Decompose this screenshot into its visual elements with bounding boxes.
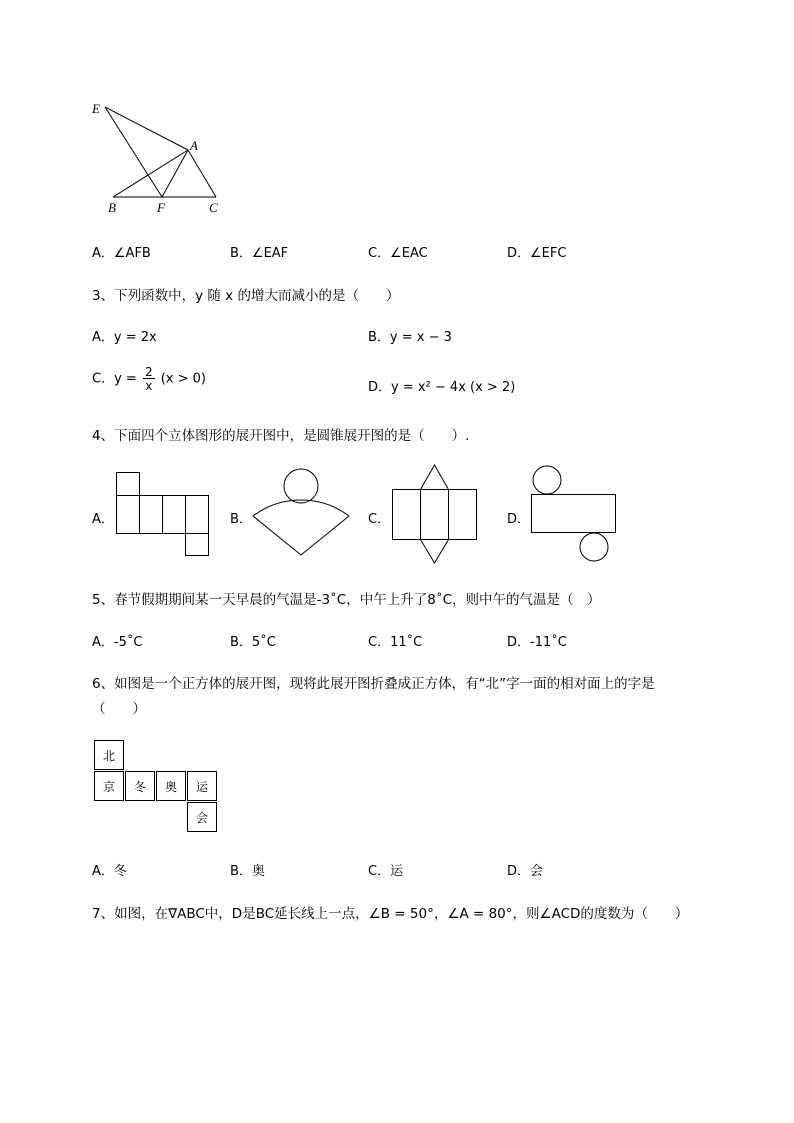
q3-option-c-numerator: 2: [144, 365, 153, 379]
label-C: C: [209, 200, 218, 215]
label-B: B: [108, 200, 116, 215]
q4-option-d-label[interactable]: D．: [507, 512, 531, 527]
q4-net-d-cylinder: [528, 462, 620, 566]
segment-EA: [105, 107, 188, 150]
q6-option-d[interactable]: D．会: [507, 864, 544, 879]
cube-face-hui: 会: [187, 802, 217, 832]
q2-option-b[interactable]: B．∠EAF: [230, 246, 289, 261]
q3-option-c-suffix: (x > 0): [160, 371, 206, 387]
q5-option-d[interactable]: D．-11˚C: [507, 635, 567, 650]
q3-option-c-prefix: C．y =: [92, 371, 137, 387]
q3-option-c[interactable]: [92, 366, 206, 392]
label-E: E: [92, 101, 100, 116]
q2-option-d[interactable]: D．∠EFC: [507, 246, 567, 261]
q6-stem-line2: （ ）: [92, 701, 146, 717]
segment-AF: [162, 150, 188, 197]
q4-net-c-prism: [390, 462, 480, 566]
q6-option-c[interactable]: C．运: [368, 864, 404, 879]
cube-net-q6: [94, 740, 218, 834]
cube-face-ao: 奥: [156, 771, 186, 801]
q3-option-a[interactable]: A．y = 2x: [92, 330, 157, 345]
q4-stem: 4、下面四个立体图形的展开图中，是圆锥展开图的是（ ）.: [92, 428, 470, 444]
label-A: A: [190, 138, 198, 153]
q3-option-c-denominator: x: [145, 379, 153, 393]
q7-stem: 7、如图，在∇ABC中，D是BC延长线上一点，∠B = 50°，∠A = 80°，则∠ACD的度数为（ ）: [92, 906, 689, 922]
q6-option-b[interactable]: B．奥: [230, 864, 265, 879]
q3-option-d[interactable]: D．y = x² − 4x (x > 2): [368, 380, 516, 395]
segment-AB: [113, 150, 188, 197]
cube-face-yun: 运: [187, 771, 217, 801]
triangle-figure-q2: [88, 95, 228, 220]
q4-option-c-label[interactable]: C．: [368, 512, 391, 527]
segment-AC: [188, 150, 216, 197]
cube-face-dong: 冬: [125, 771, 155, 801]
q4-net-b-cone: [250, 464, 354, 562]
label-F: F: [157, 200, 165, 215]
q4-option-b-label[interactable]: B．: [230, 512, 252, 527]
q4-net-a-cuboid: [112, 468, 216, 560]
q3-stem: 3、下列函数中，y 随 x 的增大而减小的是（ ）: [92, 288, 400, 304]
q5-stem: 5、春节假期期间某一天早晨的气温是-3˚C，中午上升了8˚C，则中午的气温是（ ）: [92, 592, 601, 608]
q5-option-c[interactable]: C．11˚C: [368, 635, 423, 650]
q3-option-c-fraction: [143, 366, 155, 392]
q2-option-c[interactable]: C．∠EAC: [368, 246, 428, 261]
q4-option-a-label[interactable]: A．: [92, 512, 114, 527]
q6-stem-line1: 6、如图是一个正方体的展开图，现将此展开图折叠成正方体，有“北”字一面的相对面上的字是: [92, 676, 655, 692]
q2-option-a[interactable]: A．∠AFB: [92, 246, 151, 261]
q5-option-b[interactable]: B．5˚C: [230, 635, 276, 650]
cube-face-jing: 京: [94, 771, 124, 801]
cube-face-bei: 北: [94, 740, 124, 770]
q6-option-a[interactable]: A．冬: [92, 864, 127, 879]
q5-option-a[interactable]: A．-5˚C: [92, 635, 143, 650]
segment-EF: [105, 107, 162, 197]
q3-option-b[interactable]: B．y = x − 3: [368, 330, 452, 345]
